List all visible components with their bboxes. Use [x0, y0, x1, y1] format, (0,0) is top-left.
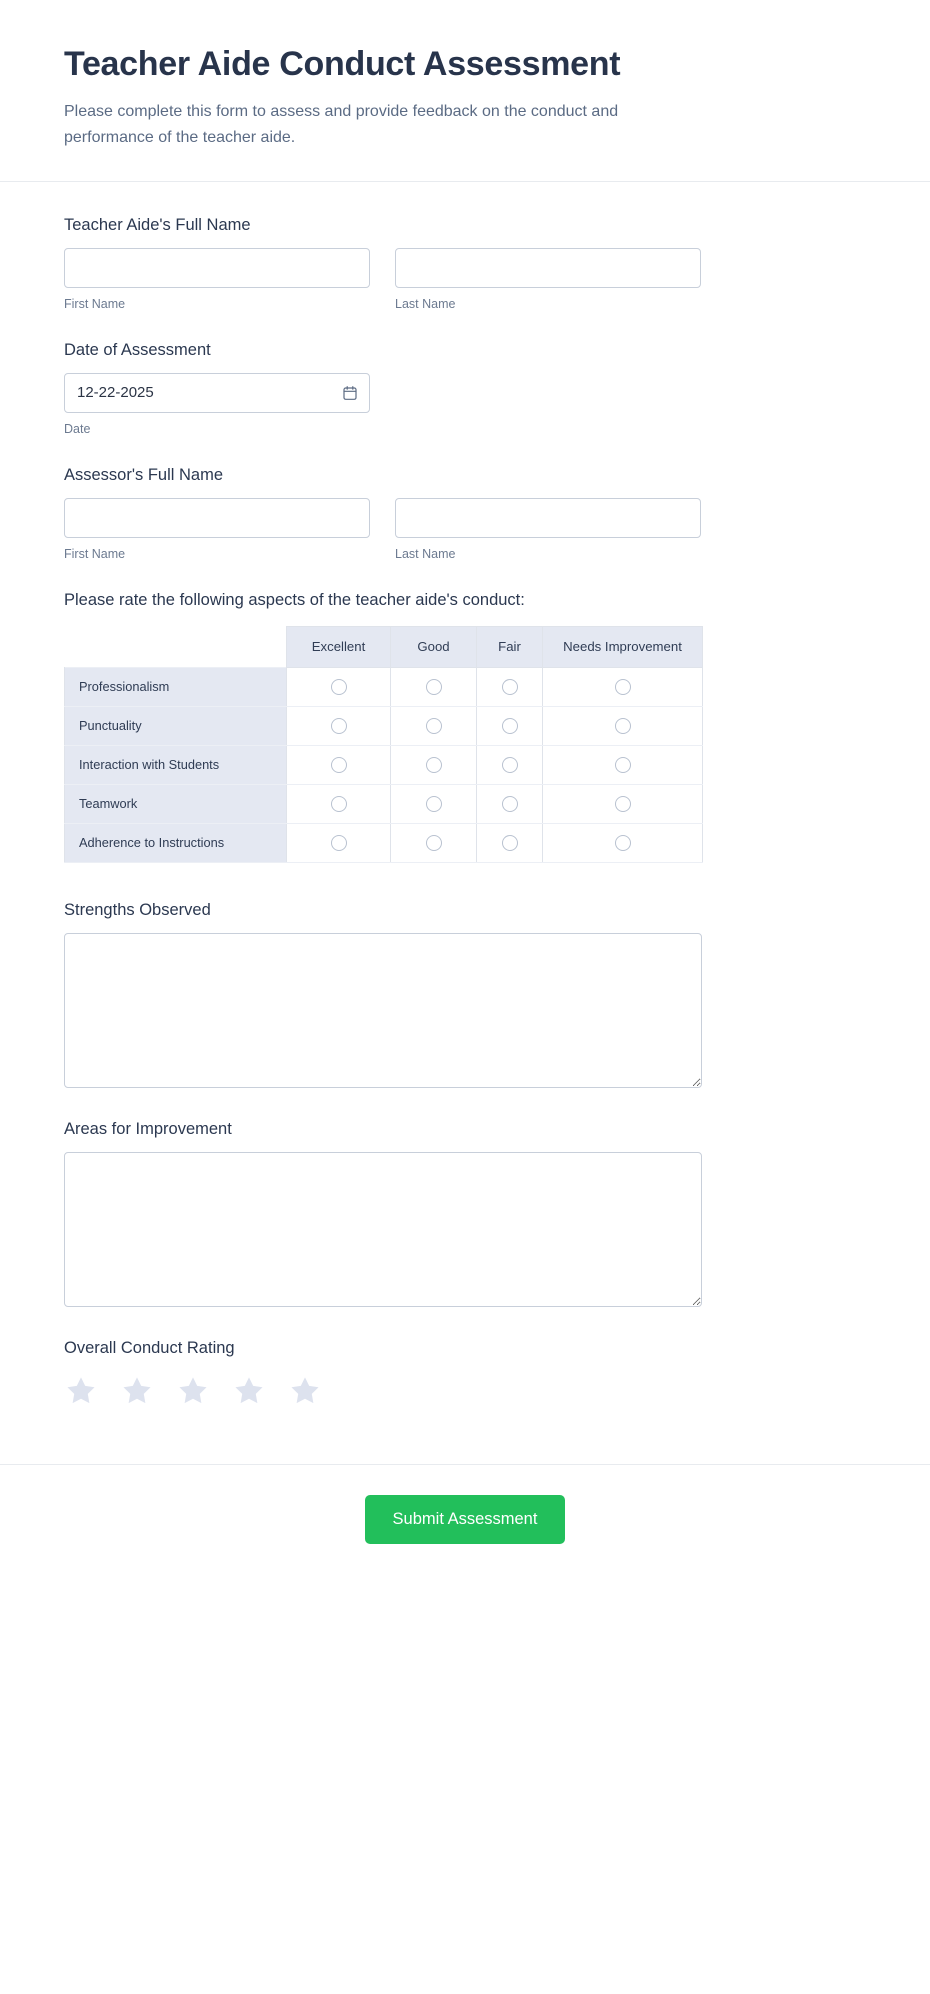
field-areas-for-improvement — [64, 1120, 866, 1307]
matrix-row-label-adherence-to-instructions: Adherence to Instructions — [65, 823, 287, 862]
matrix-label: Please rate the following aspects of the teacher aide's conduct: — [64, 590, 525, 609]
star-icon-5[interactable] — [288, 1374, 322, 1408]
matrix-cell-punctuality-needs-improvement[interactable] — [543, 706, 703, 745]
matrix-cell-interaction-good[interactable] — [391, 745, 477, 784]
field-assessor-full-name — [64, 466, 866, 561]
date-label: Date of Assessment — [64, 340, 211, 359]
matrix-cell-teamwork-fair[interactable] — [477, 784, 543, 823]
matrix-cell-punctuality-good[interactable] — [391, 706, 477, 745]
radio-icon[interactable] — [426, 835, 442, 851]
aide-first-name-sublabel: First Name — [64, 296, 126, 311]
table-row — [65, 745, 703, 784]
matrix-header-row — [65, 626, 703, 667]
assessor-first-name-input[interactable] — [64, 498, 370, 538]
table-row — [65, 784, 703, 823]
radio-icon[interactable] — [502, 835, 518, 851]
matrix-corner-cell — [65, 626, 287, 667]
matrix-cell-teamwork-good[interactable] — [391, 784, 477, 823]
field-conduct-matrix — [64, 591, 866, 863]
matrix-cell-professionalism-needs-improvement[interactable] — [543, 667, 703, 706]
date-input-wrapper — [64, 373, 370, 413]
field-aide-full-name — [64, 216, 866, 311]
improvement-label: Areas for Improvement — [64, 1119, 232, 1138]
aide-last-name-group — [395, 248, 701, 311]
radio-icon[interactable] — [331, 679, 347, 695]
form-footer — [0, 1464, 930, 1588]
submit-assessment-button[interactable]: Submit Assessment — [365, 1495, 566, 1544]
radio-icon[interactable] — [502, 796, 518, 812]
matrix-cell-punctuality-excellent[interactable] — [287, 706, 391, 745]
radio-icon[interactable] — [502, 757, 518, 773]
aide-first-name-input[interactable] — [64, 248, 370, 288]
star-icon-1[interactable] — [64, 1374, 98, 1408]
star-icon-3[interactable] — [176, 1374, 210, 1408]
matrix-cell-adherence-needs-improvement[interactable] — [543, 823, 703, 862]
table-row — [65, 667, 703, 706]
form-body — [0, 182, 930, 1442]
matrix-body — [65, 667, 703, 862]
form-description: Please complete this form to assess and provide feedback on the conduct and performance of the teacher aide. — [64, 102, 619, 146]
matrix-col-header-good: Good — [391, 626, 477, 667]
radio-icon[interactable] — [426, 718, 442, 734]
matrix-row-label-punctuality: Punctuality — [65, 706, 287, 745]
page-title: Teacher Aide Conduct Assessment — [64, 45, 621, 83]
table-row — [65, 823, 703, 862]
matrix-row-label-professionalism: Professionalism — [65, 667, 287, 706]
form-header — [0, 0, 930, 182]
matrix-col-header-needs-improvement: Needs Improvement — [543, 626, 703, 667]
overall-rating-label: Overall Conduct Rating — [64, 1338, 235, 1357]
matrix-row-label-interaction-with-students: Interaction with Students — [65, 745, 287, 784]
matrix-col-header-excellent: Excellent — [287, 626, 391, 667]
radio-icon[interactable] — [331, 796, 347, 812]
star-rating-control[interactable] — [64, 1374, 866, 1408]
field-date-of-assessment — [64, 341, 866, 436]
matrix-cell-professionalism-fair[interactable] — [477, 667, 543, 706]
matrix-cell-interaction-fair[interactable] — [477, 745, 543, 784]
matrix-cell-interaction-needs-improvement[interactable] — [543, 745, 703, 784]
matrix-cell-adherence-excellent[interactable] — [287, 823, 391, 862]
matrix-row-label-teamwork: Teamwork — [65, 784, 287, 823]
matrix-cell-teamwork-excellent[interactable] — [287, 784, 391, 823]
matrix-cell-adherence-good[interactable] — [391, 823, 477, 862]
matrix-header — [65, 626, 703, 667]
radio-icon[interactable] — [426, 757, 442, 773]
matrix-cell-adherence-fair[interactable] — [477, 823, 543, 862]
date-input[interactable] — [64, 373, 370, 413]
date-sublabel: Date — [64, 421, 91, 436]
matrix-cell-punctuality-fair[interactable] — [477, 706, 543, 745]
field-overall-conduct-rating — [64, 1339, 866, 1408]
radio-icon[interactable] — [331, 718, 347, 734]
assessor-last-name-sublabel: Last Name — [395, 546, 456, 561]
assessor-first-name-sublabel: First Name — [64, 546, 126, 561]
table-row — [65, 706, 703, 745]
radio-icon[interactable] — [615, 835, 631, 851]
matrix-cell-professionalism-good[interactable] — [391, 667, 477, 706]
assessor-last-name-group — [395, 498, 701, 561]
assessor-first-name-group — [64, 498, 370, 561]
radio-icon[interactable] — [426, 796, 442, 812]
assessor-name-label: Assessor's Full Name — [64, 465, 224, 484]
star-icon-2[interactable] — [120, 1374, 154, 1408]
radio-icon[interactable] — [331, 757, 347, 773]
improvement-textarea[interactable] — [64, 1152, 702, 1307]
radio-icon[interactable] — [426, 679, 442, 695]
radio-icon[interactable] — [615, 757, 631, 773]
assessor-last-name-input[interactable] — [395, 498, 701, 538]
star-icon-4[interactable] — [232, 1374, 266, 1408]
conduct-rating-matrix — [64, 626, 703, 863]
assessor-name-row — [64, 498, 866, 561]
aide-first-name-group — [64, 248, 370, 311]
aide-last-name-input[interactable] — [395, 248, 701, 288]
radio-icon[interactable] — [615, 796, 631, 812]
radio-icon[interactable] — [502, 718, 518, 734]
strengths-label: Strengths Observed — [64, 900, 211, 919]
radio-icon[interactable] — [615, 679, 631, 695]
matrix-cell-teamwork-needs-improvement[interactable] — [543, 784, 703, 823]
radio-icon[interactable] — [331, 835, 347, 851]
matrix-cell-interaction-excellent[interactable] — [287, 745, 391, 784]
aide-name-label: Teacher Aide's Full Name — [64, 215, 251, 234]
field-strengths-observed — [64, 901, 866, 1088]
matrix-col-header-fair: Fair — [477, 626, 543, 667]
aide-last-name-sublabel: Last Name — [395, 296, 456, 311]
matrix-cell-professionalism-excellent[interactable] — [287, 667, 391, 706]
strengths-textarea[interactable] — [64, 933, 702, 1088]
radio-icon[interactable] — [615, 718, 631, 734]
radio-icon[interactable] — [502, 679, 518, 695]
aide-name-row — [64, 248, 866, 311]
